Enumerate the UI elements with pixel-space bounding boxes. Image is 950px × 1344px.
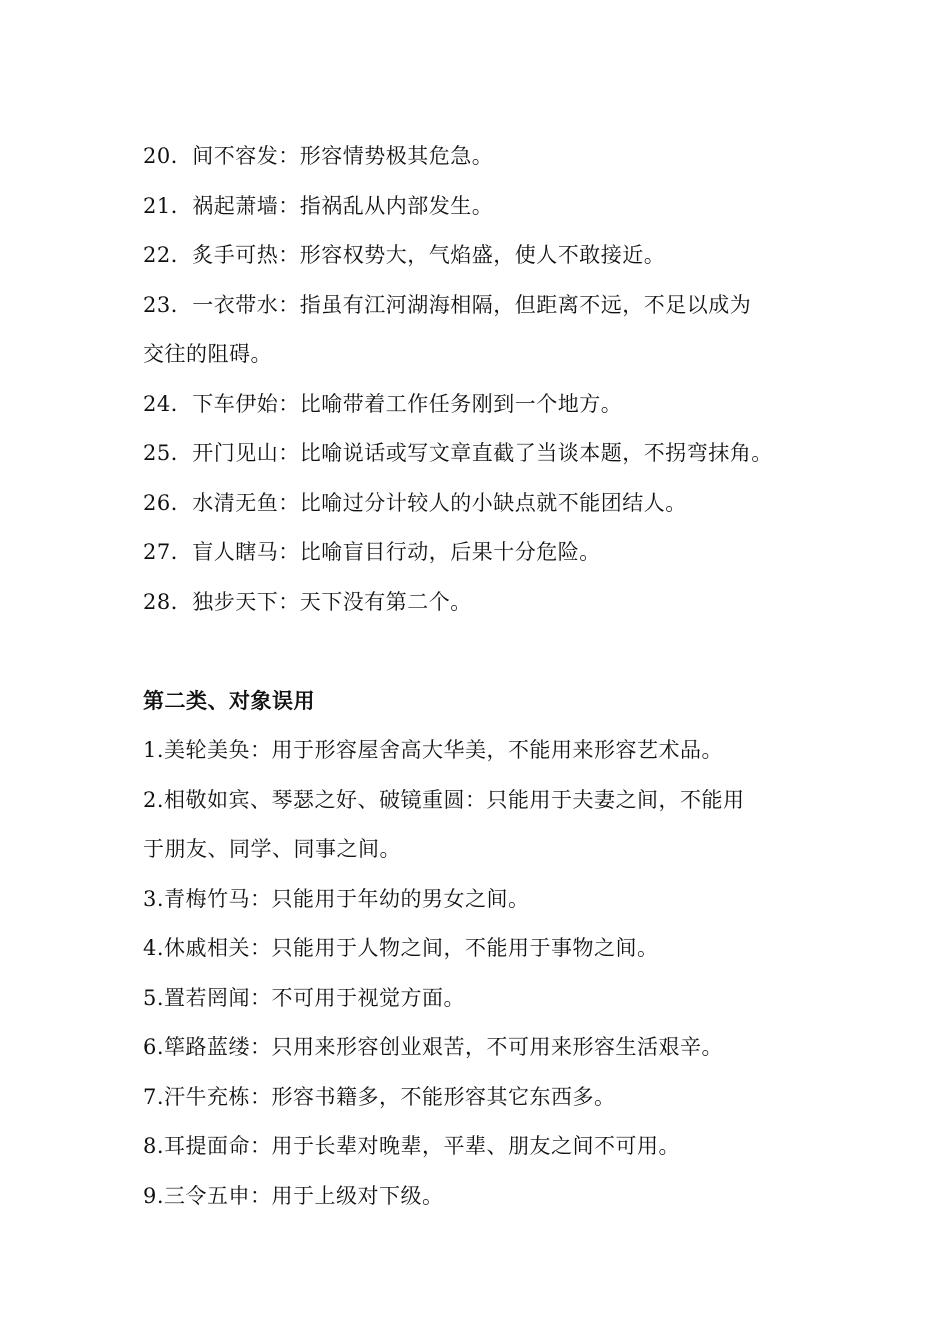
document-body	[143, 132, 823, 1221]
idiom-line-25: 25．开门见山：比喻说话或写文章直截了当谈本题，不拐弯抹角。	[143, 441, 773, 465]
idiom-line-28: 28．独步天下：天下没有第二个。	[143, 589, 472, 614]
idiom-line-23: 23．一衣带水：指虽有江河湖海相隔，但距离不远，不足以成为	[143, 292, 752, 317]
section-spacer	[143, 627, 823, 677]
idiom-line-24: 24．下车伊始：比喻带着工作任务刚到一个地方。	[143, 391, 623, 416]
idiom-line-26: 26．水清无鱼：比喻过分计较人的小缺点就不能团结人。	[143, 490, 687, 515]
usage-line-2: 2.相敬如宾、琴瑟之好、破镜重圆：只能用于夫妻之间，不能用	[143, 787, 745, 812]
usage-line-2-continued: 于朋友、同学、同事之间。	[143, 837, 401, 861]
usage-line-4: 4.休戚相关：只能用于人物之间，不能用于事物之间。	[143, 936, 659, 960]
idiom-line-23-continued: 交往的阻碍。	[143, 342, 272, 366]
idiom-line-27: 27．盲人瞎马：比喻盲目行动，后果十分危险。	[143, 540, 601, 564]
usage-line-9: 9.三令五申：用于上级对下级。	[143, 1183, 444, 1208]
usage-line-3: 3.青梅竹马：只能用于年幼的男女之间。	[143, 886, 530, 911]
usage-line-6: 6.筚路蓝缕：只用来形容创业艰苦，不可用来形容生活艰辛。	[143, 1035, 724, 1059]
idiom-line-20: 20．间不容发：形容情势极其危急。	[143, 144, 494, 168]
usage-line-7: 7.汗牛充栋：形容书籍多，不能形容其它东西多。	[143, 1084, 616, 1109]
section-heading: 第二类、对象误用	[143, 688, 315, 713]
idiom-line-21: 21．祸起萧墙：指祸乱从内部发生。	[143, 193, 494, 218]
idiom-line-22: 22．炙手可热：形容权势大，气焰盛，使人不敢接近。	[143, 243, 666, 267]
usage-line-1: 1.美轮美奂：用于形容屋舍高大华美，不能用来形容艺术品。	[143, 738, 724, 762]
usage-line-5: 5.置若罔闻：不可用于视觉方面。	[143, 985, 466, 1010]
usage-line-8: 8.耳提面命：用于长辈对晚辈，平辈、朋友之间不可用。	[143, 1134, 681, 1158]
